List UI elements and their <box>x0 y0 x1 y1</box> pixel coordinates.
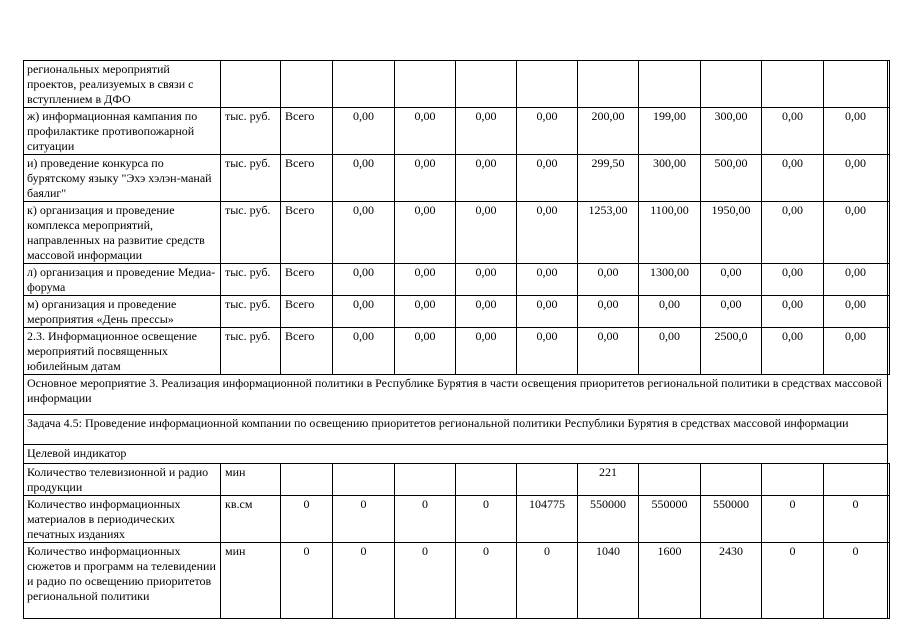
value-cell: 0 <box>762 543 824 619</box>
value-cell: 0,00 <box>456 296 517 328</box>
value-cell: 0 <box>333 496 395 543</box>
scope-cell: Всего <box>281 264 333 296</box>
table-row <box>24 543 890 619</box>
value-cell <box>639 61 701 108</box>
value-cell: 0 <box>762 496 824 543</box>
row-label: региональных мероприятий проектов, реализуемых в связи с вступлением в ДФО <box>24 61 221 108</box>
value-cell: 0,00 <box>701 296 762 328</box>
value-cell: 0,00 <box>395 296 456 328</box>
value-cell: 0 <box>395 543 456 619</box>
value-cell: 0,00 <box>456 264 517 296</box>
indicator-heading: Целевой индикатор <box>24 445 888 464</box>
value-cell <box>639 464 701 496</box>
table-row <box>24 202 890 264</box>
value-cell: 0,00 <box>517 264 578 296</box>
value-cell: 0,00 <box>762 264 824 296</box>
value-cell: 0,00 <box>333 202 395 264</box>
value-cell: 0 <box>824 543 888 619</box>
value-cell: 0,00 <box>456 155 517 202</box>
value-cell: 500,00 <box>701 155 762 202</box>
value-cell: 550000 <box>578 496 639 543</box>
value-cell: 1600 <box>639 543 701 619</box>
scope-cell: Всего <box>281 202 333 264</box>
unit-cell: тыс. руб. <box>221 108 281 155</box>
value-cell: 0,00 <box>517 328 578 375</box>
value-cell: 0 <box>456 543 517 619</box>
value-cell: 1040 <box>578 543 639 619</box>
value-cell <box>888 61 890 108</box>
scope-cell: 0 <box>281 543 333 619</box>
main-event-text: Основное мероприятие 3. Реализация информационной политики в Республике Бурятия в части освещения приоритетов региональной политики в средствах массовой информации <box>24 375 888 415</box>
value-cell: 0,00 <box>456 108 517 155</box>
value-cell: 0 <box>456 496 517 543</box>
scope-cell: Всего <box>281 155 333 202</box>
row-label: м) организация и проведение мероприятия «День прессы» <box>24 296 221 328</box>
value-cell: 0,00 <box>824 264 888 296</box>
value-cell: 0 <box>517 543 578 619</box>
value-cell: 0,00 <box>456 202 517 264</box>
value-cell: 0,00 <box>762 202 824 264</box>
value-cell: 0,00 <box>333 155 395 202</box>
value-cell: 0,00 <box>824 202 888 264</box>
value-cell: 0,00 <box>762 108 824 155</box>
value-cell <box>888 296 890 328</box>
value-cell <box>578 61 639 108</box>
value-cell: 0,00 <box>762 155 824 202</box>
value-cell: 199,00 <box>639 108 701 155</box>
value-cell: 0,00 <box>762 296 824 328</box>
table-body-top <box>24 61 890 375</box>
value-cell: 0,00 <box>517 296 578 328</box>
row-label: л) организация и проведение Медиа-форума <box>24 264 221 296</box>
task-text: Задача 4.5: Проведение информационной компании по освещению приоритетов региональной политики Республики Бурятия в средствах массовой информации <box>24 415 888 445</box>
value-cell: 1950,00 <box>701 202 762 264</box>
value-cell <box>762 61 824 108</box>
table-row <box>24 496 890 543</box>
row-label: Количество информационных материалов в периодических печатных изданиях <box>24 496 221 543</box>
unit-cell: тыс. руб. <box>221 328 281 375</box>
unit-cell: тыс. руб. <box>221 296 281 328</box>
table-row <box>24 264 890 296</box>
value-cell <box>517 464 578 496</box>
value-cell: 0,00 <box>333 296 395 328</box>
value-cell: 0,00 <box>824 296 888 328</box>
value-cell: 104775 <box>517 496 578 543</box>
value-cell <box>456 464 517 496</box>
budget-table <box>23 60 890 619</box>
table-row <box>24 464 890 496</box>
value-cell: 200,00 <box>578 108 639 155</box>
value-cell <box>701 464 762 496</box>
value-cell: 0,00 <box>517 108 578 155</box>
value-cell <box>762 464 824 496</box>
row-label: и) проведение конкурса по бурятскому языку "Эхэ хэлэн-манай баялиг" <box>24 155 221 202</box>
row-label: Количество информационных сюжетов и программ на телевидении и радио по освещению приоритетов региональной политики <box>24 543 221 619</box>
value-cell: 299,50 <box>578 155 639 202</box>
value-cell: 0,00 <box>517 155 578 202</box>
value-cell: 221 <box>578 464 639 496</box>
value-cell: 0,00 <box>395 264 456 296</box>
value-cell: 0,00 <box>395 108 456 155</box>
value-cell: 0,00 <box>395 328 456 375</box>
scope-cell <box>281 61 333 108</box>
scope-cell: Всего <box>281 296 333 328</box>
value-cell: 1253,00 <box>578 202 639 264</box>
value-cell <box>888 202 890 264</box>
unit-cell: тыс. руб. <box>221 264 281 296</box>
value-cell: 0,00 <box>639 296 701 328</box>
value-cell <box>456 61 517 108</box>
scope-cell: 0 <box>281 496 333 543</box>
table-body-bottom <box>24 464 890 619</box>
value-cell: 0,00 <box>395 155 456 202</box>
unit-cell <box>221 61 281 108</box>
value-cell: 0,00 <box>824 328 888 375</box>
value-cell <box>395 61 456 108</box>
value-cell: 0,00 <box>639 328 701 375</box>
value-cell: 0,00 <box>824 155 888 202</box>
value-cell: 300,00 <box>701 108 762 155</box>
value-cell: 0,00 <box>333 264 395 296</box>
value-cell: 1100,00 <box>639 202 701 264</box>
value-cell <box>888 496 890 543</box>
unit-cell: кв.см <box>221 496 281 543</box>
value-cell <box>824 464 888 496</box>
row-label: Количество телевизионной и радио продукции <box>24 464 221 496</box>
value-cell: 550000 <box>639 496 701 543</box>
row-label: 2.3. Информационное освещение мероприятий посвященных юбилейным датам <box>24 328 221 375</box>
table-row <box>24 155 890 202</box>
unit-cell: мин <box>221 543 281 619</box>
value-cell: 0,00 <box>578 264 639 296</box>
value-cell: 0 <box>824 496 888 543</box>
row-label: к) организация и проведение комплекса мероприятий, направленных на развитие средств массовой информации <box>24 202 221 264</box>
value-cell: 0,00 <box>456 328 517 375</box>
value-cell <box>333 464 395 496</box>
value-cell <box>888 108 890 155</box>
value-cell: 0,00 <box>395 202 456 264</box>
unit-cell: тыс. руб. <box>221 202 281 264</box>
scope-cell <box>281 464 333 496</box>
unit-cell: мин <box>221 464 281 496</box>
task-row <box>24 415 890 445</box>
value-cell: 0,00 <box>701 264 762 296</box>
table-row <box>24 328 890 375</box>
value-cell <box>888 543 890 619</box>
table-row <box>24 108 890 155</box>
row-label: ж) информационная кампания по профилактике противопожарной ситуации <box>24 108 221 155</box>
scope-cell: Всего <box>281 108 333 155</box>
value-cell: 0,00 <box>578 328 639 375</box>
scope-cell: Всего <box>281 328 333 375</box>
value-cell: 0,00 <box>824 108 888 155</box>
value-cell: 0 <box>333 543 395 619</box>
indicator-heading-row <box>24 445 890 464</box>
value-cell <box>517 61 578 108</box>
value-cell: 0 <box>395 496 456 543</box>
table-row <box>24 61 890 108</box>
value-cell <box>701 61 762 108</box>
value-cell: 0,00 <box>517 202 578 264</box>
value-cell: 2430 <box>701 543 762 619</box>
value-cell: 0,00 <box>333 328 395 375</box>
value-cell: 550000 <box>701 496 762 543</box>
value-cell: 0,00 <box>762 328 824 375</box>
value-cell: 2500,0 <box>701 328 762 375</box>
value-cell: 1300,00 <box>639 264 701 296</box>
table-row <box>24 296 890 328</box>
value-cell <box>888 264 890 296</box>
value-cell <box>824 61 888 108</box>
value-cell: 0,00 <box>333 108 395 155</box>
value-cell: 300,00 <box>639 155 701 202</box>
unit-cell: тыс. руб. <box>221 155 281 202</box>
value-cell <box>888 328 890 375</box>
main-event-row <box>24 375 890 415</box>
value-cell: 0,00 <box>578 296 639 328</box>
value-cell <box>333 61 395 108</box>
table-body-headings <box>24 375 890 464</box>
value-cell <box>888 464 890 496</box>
value-cell <box>888 155 890 202</box>
value-cell <box>395 464 456 496</box>
